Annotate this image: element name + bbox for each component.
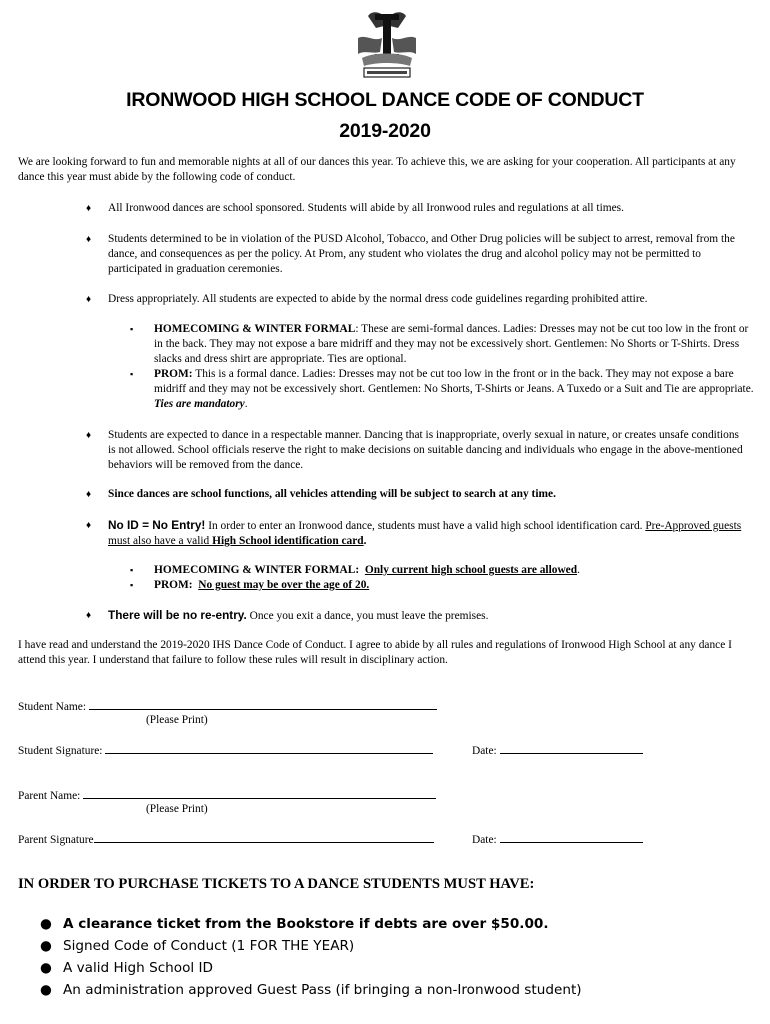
student-date-field[interactable] <box>500 742 643 754</box>
document-year: 2019-2020 <box>339 120 431 142</box>
diamond-bullet-icon: ♦ <box>86 234 92 245</box>
square-bullet-icon: ▪ <box>130 565 134 575</box>
square-bullet-icon: ▪ <box>130 324 134 334</box>
diamond-bullet-icon: ♦ <box>86 203 92 214</box>
student-name-field[interactable] <box>89 698 437 710</box>
dress-homecoming-text: : These are semi-formal dances. Ladies: Dresses may not be cut too low in the front or in the back. They may not expose a bare midriff and they may not be excessively short. Gentlemen: No Shorts or T-Shirts. Dress slacks and dress shirt are appropriate. Ties are optional. <box>154 323 749 365</box>
rule-text: Dress appropriately. All students are expected to abide by the normal dress code guidelines regarding prohibited attire. <box>108 293 648 305</box>
dress-prom-text: This is a formal dance. Ladies: Dresses may not be cut too low in the front or in the back. They may not expose a bare midriff and they may not be excessively short. Gentlemen: No Shorts, T-Shirts or Jeans. A Tuxedo or a Suit and Tie are appropriate. <box>154 368 754 395</box>
parent-date-field[interactable] <box>500 831 643 843</box>
student-signature-row: Student Signature: <box>18 742 433 759</box>
parent-name-row: Parent Name: <box>18 787 436 804</box>
diamond-bullet-icon: ♦ <box>86 489 92 500</box>
student-signature-field[interactable] <box>105 742 433 754</box>
bullet-dot-icon: ● <box>40 916 52 932</box>
please-print-note: (Please Print) <box>146 803 208 815</box>
no-id-heading: No ID = No Entry! <box>108 518 206 532</box>
diamond-bullet-icon: ♦ <box>86 610 92 621</box>
student-date-row: Date: <box>472 742 643 759</box>
please-print-note: (Please Print) <box>146 714 208 726</box>
parent-signature-field[interactable] <box>94 831 434 843</box>
bullet-dot-icon: ● <box>40 982 52 998</box>
rule-text: Students determined to be in violation of the PUSD Alcohol, Tobacco, and Other Drug policies will be subject to arrest, removal from the dance, and consequences as per the policy. At Prom, any student who violates the drug and alcohol policy may not be permitted to participated in graduation ceremonies. <box>108 233 735 275</box>
diamond-bullet-icon: ♦ <box>86 294 92 305</box>
rule-text: Students are expected to dance in a respectable manner. Dancing that is inappropriate, overly sexual in nature, or creates unsafe conditions is not allowed. School officials reserve the right to make decisions on suitable dancing and individuals who engage in the above-mentioned behaviors will be removed from the dance. <box>108 429 743 471</box>
square-bullet-icon: ▪ <box>130 369 134 379</box>
school-crest-logo <box>354 8 420 84</box>
square-bullet-icon: ▪ <box>130 580 134 590</box>
diamond-bullet-icon: ♦ <box>86 520 92 531</box>
bullet-dot-icon: ● <box>40 960 52 976</box>
diamond-bullet-icon: ♦ <box>86 430 92 441</box>
document-title: IRONWOOD HIGH SCHOOL DANCE CODE OF CONDUCT <box>126 89 644 111</box>
rule-text: Since dances are school functions, all vehicles attending will be subject to search at any time. <box>108 488 556 500</box>
parent-name-field[interactable] <box>83 787 436 799</box>
student-name-row: Student Name: <box>18 698 437 715</box>
dress-homecoming-label: HOMECOMING & WINTER FORMAL <box>154 323 356 335</box>
ticket-requirements-heading: IN ORDER TO PURCHASE TICKETS TO A DANCE STUDENTS MUST HAVE: <box>18 876 535 892</box>
bullet-dot-icon: ● <box>40 938 52 954</box>
rule-text: All Ironwood dances are school sponsored. Students will abide by all Ironwood rules and regulations at all times. <box>108 202 624 214</box>
intro-paragraph: We are looking forward to fun and memorable nights at all of our dances this year. To achieve this, we are asking for your cooperation. All participants at any dance this year must abide by the following code of conduct. <box>18 156 736 183</box>
dress-prom-label: PROM: <box>154 368 193 380</box>
parent-signature-row: Parent Signature <box>18 831 434 848</box>
ties-mandatory: Ties are mandatory <box>154 398 245 410</box>
parent-date-row: Date: <box>472 831 643 848</box>
agreement-paragraph: I have read and understand the 2019-2020 IHS Dance Code of Conduct. I agree to abide by all rules and regulations of Ironwood High School at any dance I attend this year. I understand that failure to follow these rules will result in disciplinary action. <box>18 639 732 666</box>
